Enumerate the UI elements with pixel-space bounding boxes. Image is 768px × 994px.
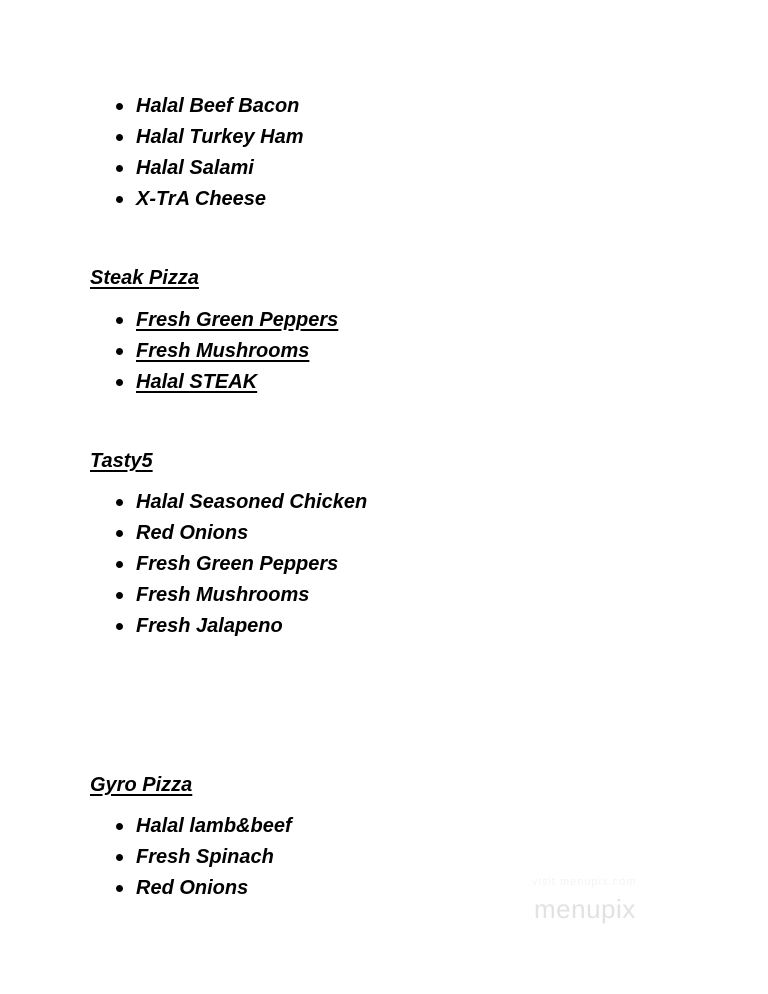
list-item: Halal Seasoned Chicken	[112, 491, 367, 522]
list-item: Halal Beef Bacon	[112, 95, 304, 126]
list-item: Fresh Spinach	[112, 846, 292, 877]
gyro-pizza-heading: Gyro Pizza	[90, 774, 193, 796]
steak-pizza-heading: Steak Pizza	[90, 267, 199, 289]
steak-pizza-items	[112, 309, 338, 402]
list-item: Fresh Green Peppers	[112, 553, 367, 584]
gyro-pizza-items	[112, 815, 292, 908]
list-item: Fresh Mushrooms	[112, 340, 338, 371]
watermark-tagline: visit menupix.com	[532, 876, 637, 888]
section-0-items	[112, 95, 304, 219]
list-item: Fresh Mushrooms	[112, 584, 367, 615]
list-item: Halal lamb&beef	[112, 815, 292, 846]
tasty5-heading: Tasty5	[90, 450, 153, 472]
list-item: Halal Salami	[112, 157, 304, 188]
list-item: Fresh Green Peppers	[112, 309, 338, 340]
tasty5-items	[112, 491, 367, 646]
list-item: Red Onions	[112, 877, 292, 908]
list-item: Fresh Jalapeno	[112, 615, 367, 646]
menupix-watermark	[520, 868, 690, 938]
list-item: X-TrA Cheese	[112, 188, 304, 219]
menupix-logo: menupix	[534, 894, 636, 924]
list-item: Halal Turkey Ham	[112, 126, 304, 157]
list-item: Halal STEAK	[112, 371, 338, 402]
list-item: Red Onions	[112, 522, 367, 553]
